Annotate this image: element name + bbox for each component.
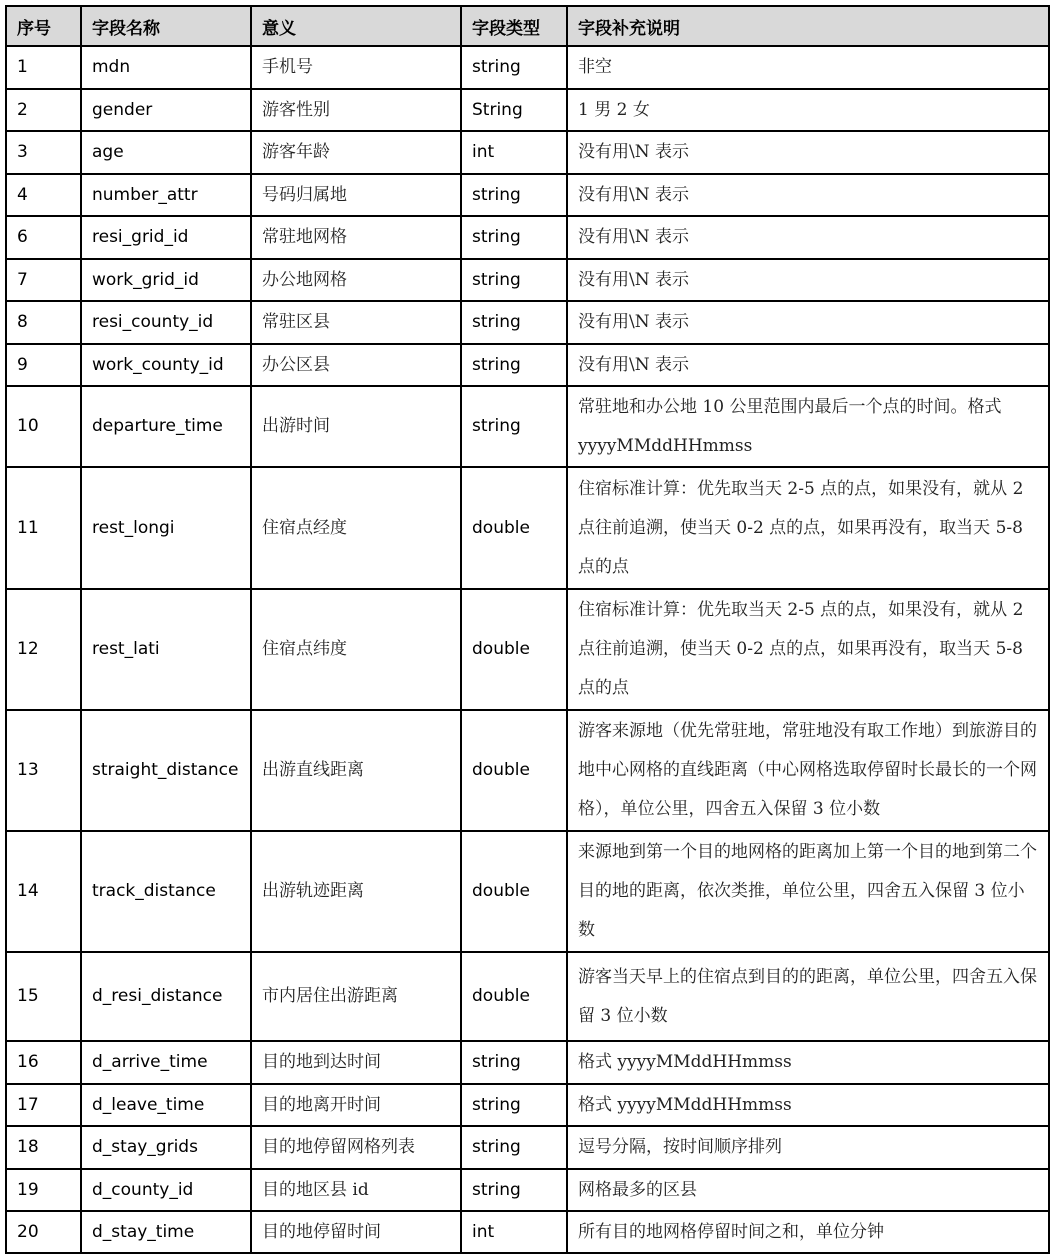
meaning-cell: 市内居住出游距离 [251,952,461,1041]
field-type-cell: string [461,1126,567,1169]
field-name-cell: track_distance [81,831,251,952]
meaning-cell: 办公地网格 [251,259,461,301]
field-name-cell: resi_grid_id [81,216,251,259]
index-cell: 8 [6,301,81,344]
meaning-cell: 游客年龄 [251,131,461,174]
meaning-cell: 住宿点纬度 [251,589,461,710]
description-cell: 非空 [567,46,1049,89]
field-type-cell: int [461,1211,567,1253]
meaning-cell: 常驻区县 [251,301,461,344]
table-row [6,344,1049,386]
field-type-cell: string [461,386,567,467]
header-index: 序号 [6,6,81,46]
field-type-cell: double [461,952,567,1041]
field-name-cell: work_grid_id [81,259,251,301]
description-cell: 没有用\N 表示 [567,259,1049,301]
field-name-cell: straight_distance [81,710,251,831]
table-row [6,1041,1049,1084]
index-cell: 18 [6,1126,81,1169]
table-row [6,216,1049,259]
index-cell: 20 [6,1211,81,1253]
table-row [6,259,1049,301]
meaning-cell: 游客性别 [251,89,461,131]
field-type-cell: string [461,46,567,89]
table-row [6,710,1049,831]
header-row [6,6,1049,46]
description-cell: 住宿标准计算：优先取当天 2-5 点的点，如果没有，就从 2 点往前追溯，使当天 0-2 点的点，如果再没有，取当天 5-8 点的点 [567,589,1049,710]
meaning-cell: 常驻地网格 [251,216,461,259]
table-row [6,1169,1049,1211]
field-name-cell: d_stay_grids [81,1126,251,1169]
meaning-cell: 号码归属地 [251,174,461,216]
meaning-cell: 手机号 [251,46,461,89]
description-cell: 没有用\N 表示 [567,216,1049,259]
table-row [6,386,1049,467]
description-cell: 没有用\N 表示 [567,301,1049,344]
table-row [6,589,1049,710]
index-cell: 7 [6,259,81,301]
field-name-cell: rest_lati [81,589,251,710]
table-body [6,46,1049,1253]
description-cell: 游客当天早上的住宿点到目的的距离，单位公里，四舍五入保留 3 位小数 [567,952,1049,1041]
field-type-cell: int [461,131,567,174]
meaning-cell: 目的地到达时间 [251,1041,461,1084]
index-cell: 10 [6,386,81,467]
field-type-cell: String [461,89,567,131]
field-type-cell: string [461,259,567,301]
header-description: 字段补充说明 [567,6,1049,46]
description-cell: 住宿标准计算：优先取当天 2-5 点的点，如果没有，就从 2 点往前追溯，使当天 0-2 点的点，如果再没有，取当天 5-8 点的点 [567,467,1049,589]
meaning-cell: 住宿点经度 [251,467,461,589]
description-cell: 格式 yyyyMMddHHmmss [567,1084,1049,1126]
index-cell: 1 [6,46,81,89]
index-cell: 15 [6,952,81,1041]
meaning-cell: 出游时间 [251,386,461,467]
field-type-cell: string [461,216,567,259]
description-cell: 游客来源地（优先常驻地，常驻地没有取工作地）到旅游目的地中心网格的直线距离（中心网格选取停留时长最长的一个网格），单位公里，四舍五入保留 3 位小数 [567,710,1049,831]
field-type-cell: double [461,831,567,952]
description-cell: 来源地到第一个目的地网格的距离加上第一个目的地到第二个目的地的距离，依次类推，单位公里，四舍五入保留 3 位小数 [567,831,1049,952]
meaning-cell: 目的地停留时间 [251,1211,461,1253]
index-cell: 13 [6,710,81,831]
table-row [6,46,1049,89]
index-cell: 17 [6,1084,81,1126]
field-name-cell: age [81,131,251,174]
meaning-cell: 办公区县 [251,344,461,386]
table-row [6,467,1049,589]
field-type-cell: string [461,301,567,344]
header-meaning: 意义 [251,6,461,46]
index-cell: 11 [6,467,81,589]
field-name-cell: mdn [81,46,251,89]
field-name-cell: d_leave_time [81,1084,251,1126]
field-name-cell: d_arrive_time [81,1041,251,1084]
header-field-name: 字段名称 [81,6,251,46]
header-field-type: 字段类型 [461,6,567,46]
index-cell: 14 [6,831,81,952]
index-cell: 6 [6,216,81,259]
field-type-cell: double [461,467,567,589]
field-type-cell: double [461,589,567,710]
field-name-cell: d_resi_distance [81,952,251,1041]
field-name-cell: work_county_id [81,344,251,386]
description-cell: 所有目的地网格停留时间之和，单位分钟 [567,1211,1049,1253]
field-type-cell: string [461,1084,567,1126]
table-row [6,1211,1049,1253]
table-row [6,1084,1049,1126]
index-cell: 12 [6,589,81,710]
field-name-cell: departure_time [81,386,251,467]
description-cell: 网格最多的区县 [567,1169,1049,1211]
index-cell: 4 [6,174,81,216]
description-cell: 逗号分隔，按时间顺序排列 [567,1126,1049,1169]
field-definition-table [5,5,1050,1254]
meaning-cell: 目的地离开时间 [251,1084,461,1126]
description-cell: 常驻地和办公地 10 公里范围内最后一个点的时间。格式 yyyyMMddHHmmss [567,386,1049,467]
index-cell: 19 [6,1169,81,1211]
field-type-cell: string [461,174,567,216]
table-row [6,301,1049,344]
description-cell: 没有用\N 表示 [567,174,1049,216]
field-name-cell: d_county_id [81,1169,251,1211]
field-type-cell: string [461,344,567,386]
table-row [6,131,1049,174]
field-name-cell: number_attr [81,174,251,216]
field-name-cell: resi_county_id [81,301,251,344]
table-row [6,89,1049,131]
table-row [6,952,1049,1041]
table-row [6,174,1049,216]
table-row [6,831,1049,952]
field-type-cell: double [461,710,567,831]
field-type-cell: string [461,1169,567,1211]
description-cell: 1 男 2 女 [567,89,1049,131]
meaning-cell: 目的地区县 id [251,1169,461,1211]
index-cell: 3 [6,131,81,174]
meaning-cell: 出游轨迹距离 [251,831,461,952]
description-cell: 没有用\N 表示 [567,131,1049,174]
meaning-cell: 目的地停留网格列表 [251,1126,461,1169]
index-cell: 16 [6,1041,81,1084]
field-name-cell: d_stay_time [81,1211,251,1253]
meaning-cell: 出游直线距离 [251,710,461,831]
table-row [6,1126,1049,1169]
description-cell: 格式 yyyyMMddHHmmss [567,1041,1049,1084]
description-cell: 没有用\N 表示 [567,344,1049,386]
field-type-cell: string [461,1041,567,1084]
index-cell: 9 [6,344,81,386]
field-name-cell: rest_longi [81,467,251,589]
field-name-cell: gender [81,89,251,131]
index-cell: 2 [6,89,81,131]
